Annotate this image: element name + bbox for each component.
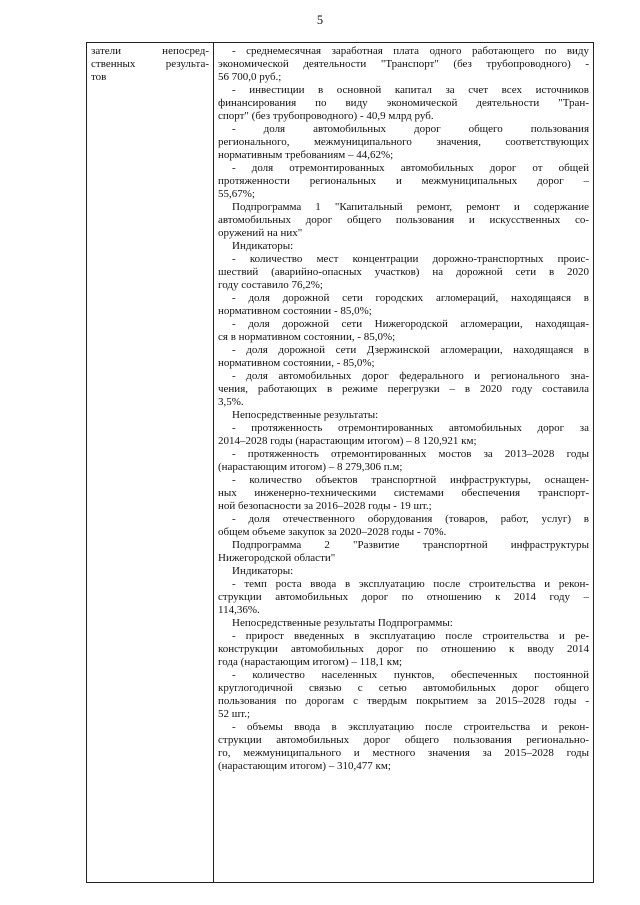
paragraph-line: регионального, межмуниципального значения, соответствующих — [218, 136, 589, 148]
paragraph-line: 2014–2028 годы (нарастающим итогом) – 8 120,921 км; — [218, 435, 477, 447]
paragraph-line: конструкции автомобильных дорог по отношению к вводу 2014 — [218, 643, 589, 655]
paragraph — [218, 45, 589, 84]
paragraph-line: круглогодичной связью с сетью автомобильных дорог общего — [218, 682, 589, 694]
paragraph — [218, 201, 589, 240]
left-column-line: ственных результа- — [91, 58, 209, 70]
paragraph-line: года (нарастающим итогом) – 118,1 км; — [218, 656, 403, 668]
paragraph-line: нормативном состоянии, - 85,0%; — [218, 357, 375, 369]
paragraph-line: чения, работающих в режиме перегрузки – в 2020 году составила — [218, 383, 589, 395]
paragraph-line: - доля дорожной сети городских агломераций, находящаяся в — [232, 292, 589, 304]
paragraph — [218, 84, 589, 123]
paragraph-line: Подпрограмма 1 "Капитальный ремонт, ремонт и содержание — [232, 201, 589, 213]
paragraph — [218, 721, 589, 773]
paragraph-line: струкции автомобильных дорог по отношению к 2014 году – — [218, 591, 589, 603]
paragraph-line: 52 шт.; — [218, 708, 251, 720]
right-column — [214, 43, 593, 882]
paragraph-line: автомобильных дорог общего пользования и искусственных со- — [218, 214, 589, 226]
paragraph — [218, 617, 589, 630]
paragraph — [218, 578, 589, 617]
paragraph — [218, 409, 589, 422]
paragraph-line: - протяженность отремонтированных мостов за 2013–2028 годы — [232, 448, 589, 460]
paragraph-line: Подпрограмма 2 "Развитие транспортной инфраструктуры — [232, 539, 589, 551]
paragraph-line: - объемы ввода в эксплуатацию после строительства и рекон- — [232, 721, 589, 733]
paragraph-line: 114,36%. — [218, 604, 260, 616]
document-table — [86, 42, 594, 883]
paragraph-line: 3,5%. — [218, 396, 244, 408]
paragraph-line: Нижегородской области" — [218, 552, 336, 564]
paragraph-line: (нарастающим итогом) – 8 279,306 п.м; — [218, 461, 403, 473]
paragraph-line: - количество населенных пунктов, обеспеченных постоянной — [232, 669, 589, 681]
paragraph — [218, 539, 589, 565]
paragraph-line: - темп роста ввода в эксплуатацию после строительства и рекон- — [232, 578, 589, 590]
paragraph — [218, 513, 589, 539]
paragraph-line: (нарастающим итогом) – 310,477 км; — [218, 760, 391, 772]
paragraph — [218, 240, 589, 253]
paragraph-line: ной безопасности за 2016–2028 годы - 19 шт.; — [218, 500, 432, 512]
paragraph — [218, 448, 589, 474]
paragraph — [218, 669, 589, 721]
paragraph — [218, 565, 589, 578]
paragraph — [218, 253, 589, 292]
page-number: 5 — [316, 13, 324, 27]
paragraph-line: году составило 76,2%; — [218, 279, 323, 291]
paragraph-line: Непосредственные результаты Подпрограммы: — [232, 617, 453, 629]
paragraph-line: - прирост введенных в эксплуатацию после строительства и ре- — [232, 630, 589, 642]
paragraph-line: Индикаторы: — [232, 240, 294, 252]
paragraph-line: - среднемесячная заработная плата одного работающего по виду — [232, 45, 589, 57]
paragraph — [218, 370, 589, 409]
paragraph — [218, 318, 589, 344]
paragraph-line: 55,67%; — [218, 188, 255, 200]
paragraph — [218, 292, 589, 318]
paragraph-line: струкции автомобильных дорог общего пользования регионально- — [218, 734, 589, 746]
paragraph-line: Индикаторы: — [232, 565, 294, 577]
paragraph-line: оружений на них" — [218, 227, 303, 239]
paragraph-line: Непосредственные результаты: — [232, 409, 379, 421]
paragraph-line: общем объеме закупок за 2020–2028 годы - 70%. — [218, 526, 447, 538]
paragraph-line: ся в нормативном состоянии, - 85,0%; — [218, 331, 396, 343]
paragraph-line: - доля автомобильных дорог федерального и регионального зна- — [232, 370, 589, 382]
paragraph-line: пользования по дорогам с твердым покрытием за 2015–2028 годы - — [218, 695, 589, 707]
paragraph — [218, 344, 589, 370]
paragraph-line: спорт" (без трубопроводного) - 40,9 млрд руб. — [218, 110, 434, 122]
paragraph-line: финансирования по виду экономической деятельности "Тран- — [218, 97, 589, 109]
paragraph-line: - количество объектов транспортной инфраструктуры, оснащен- — [232, 474, 589, 486]
paragraph-line: - инвестиции в основной капитал за счет всех источников — [232, 84, 589, 96]
paragraph-line: - доля отремонтированных автомобильных дорог от общей — [232, 162, 589, 174]
paragraph-line: нормативном состоянии - 85,0%; — [218, 305, 372, 317]
paragraph-line: ных инженерно-техническими системами обеспечения транспорт- — [218, 487, 589, 499]
left-column — [87, 43, 214, 882]
paragraph-line: - доля автомобильных дорог общего пользования — [232, 123, 589, 135]
paragraph — [218, 422, 589, 448]
paragraph — [218, 162, 589, 201]
paragraph-line: протяженности региональных и межмуниципальных дорог – — [218, 175, 589, 187]
paragraph-line: шествий (аварийно-опасных участков) на дорожной сети в 2020 — [218, 266, 589, 278]
paragraph-line: - количество мест концентрации дорожно-транспортных проис- — [232, 253, 589, 265]
left-column-line: затели непосред- — [91, 45, 209, 57]
paragraph-line: - доля отечественного оборудования (товаров, работ, услуг) в — [232, 513, 589, 525]
left-column-line: тов — [91, 71, 107, 83]
paragraph — [218, 630, 589, 669]
paragraph — [218, 474, 589, 513]
paragraph — [218, 123, 589, 162]
paragraph-line: экономической деятельности "Транспорт" (без трубопроводного) - — [218, 58, 589, 70]
paragraph-line: 56 700,0 руб.; — [218, 71, 282, 83]
paragraph-line: - доля дорожной сети Нижегородской агломерации, находящая- — [232, 318, 589, 330]
paragraph-line: - доля дорожной сети Дзержинской агломерации, находящаяся в — [232, 344, 589, 356]
paragraph-line: го, межмуниципального и местного значения за 2015–2028 годы — [218, 747, 589, 759]
paragraph-line: - протяженность отремонтированных автомобильных дорог за — [232, 422, 589, 434]
paragraph-line: нормативным требованиям – 44,62%; — [218, 149, 394, 161]
